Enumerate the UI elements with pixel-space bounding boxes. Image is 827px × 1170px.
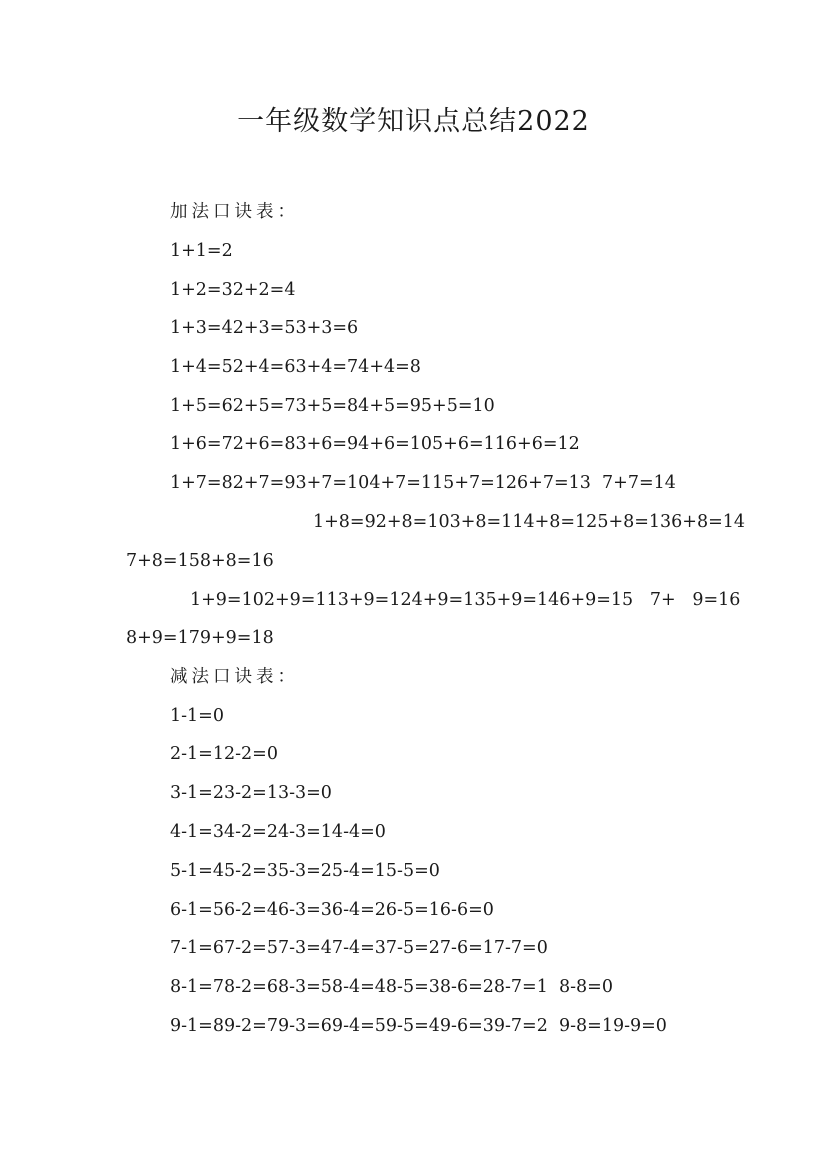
subtraction-line: 2-1=12-2=0 [170, 744, 278, 764]
subtraction-line: 8-1=78-2=68-3=58-4=48-5=38-6=28-7=1 8-8=0 [170, 977, 613, 997]
subtraction-line: 5-1=45-2=35-3=25-4=15-5=0 [170, 861, 440, 881]
addition-line: 1+4=52+4=63+4=74+4=8 [170, 357, 421, 377]
addition-line: 1+8=92+8=103+8=114+8=125+8=136+8=14 [313, 512, 746, 532]
addition-heading: 加法口诀表： [170, 202, 299, 222]
addition-line: 1+3=42+3=53+3=6 [170, 318, 359, 338]
subtraction-line: 4-1=34-2=24-3=14-4=0 [170, 822, 386, 842]
addition-line: 1+2=32+2=4 [170, 280, 296, 300]
subtraction-heading: 减法口诀表： [170, 667, 299, 687]
subtraction-line: 1-1=0 [170, 706, 224, 726]
subtraction-line: 7-1=67-2=57-3=47-4=37-5=27-6=17-7=0 [170, 938, 548, 958]
addition-line: 1+9=102+9=113+9=124+9=135+9=146+9=15 7+ 9=16 [190, 590, 741, 610]
addition-line: 1+6=72+6=83+6=94+6=105+6=116+6=12 [170, 434, 580, 454]
addition-line: 8+9=179+9=18 [126, 628, 274, 648]
addition-line: 1+7=82+7=93+7=104+7=115+7=126+7=13 7+7=14 [170, 473, 676, 493]
addition-line: 1+1=2 [170, 241, 233, 261]
subtraction-line: 3-1=23-2=13-3=0 [170, 783, 332, 803]
addition-line: 7+8=158+8=16 [126, 551, 274, 571]
addition-line: 1+5=62+5=73+5=84+5=95+5=10 [170, 396, 495, 416]
document-title: 一年级数学知识点总结2022 [237, 106, 590, 137]
subtraction-line: 9-1=89-2=79-3=69-4=59-5=49-6=39-7=2 9-8=19-9=0 [170, 1016, 667, 1036]
subtraction-line: 6-1=56-2=46-3=36-4=26-5=16-6=0 [170, 900, 494, 920]
